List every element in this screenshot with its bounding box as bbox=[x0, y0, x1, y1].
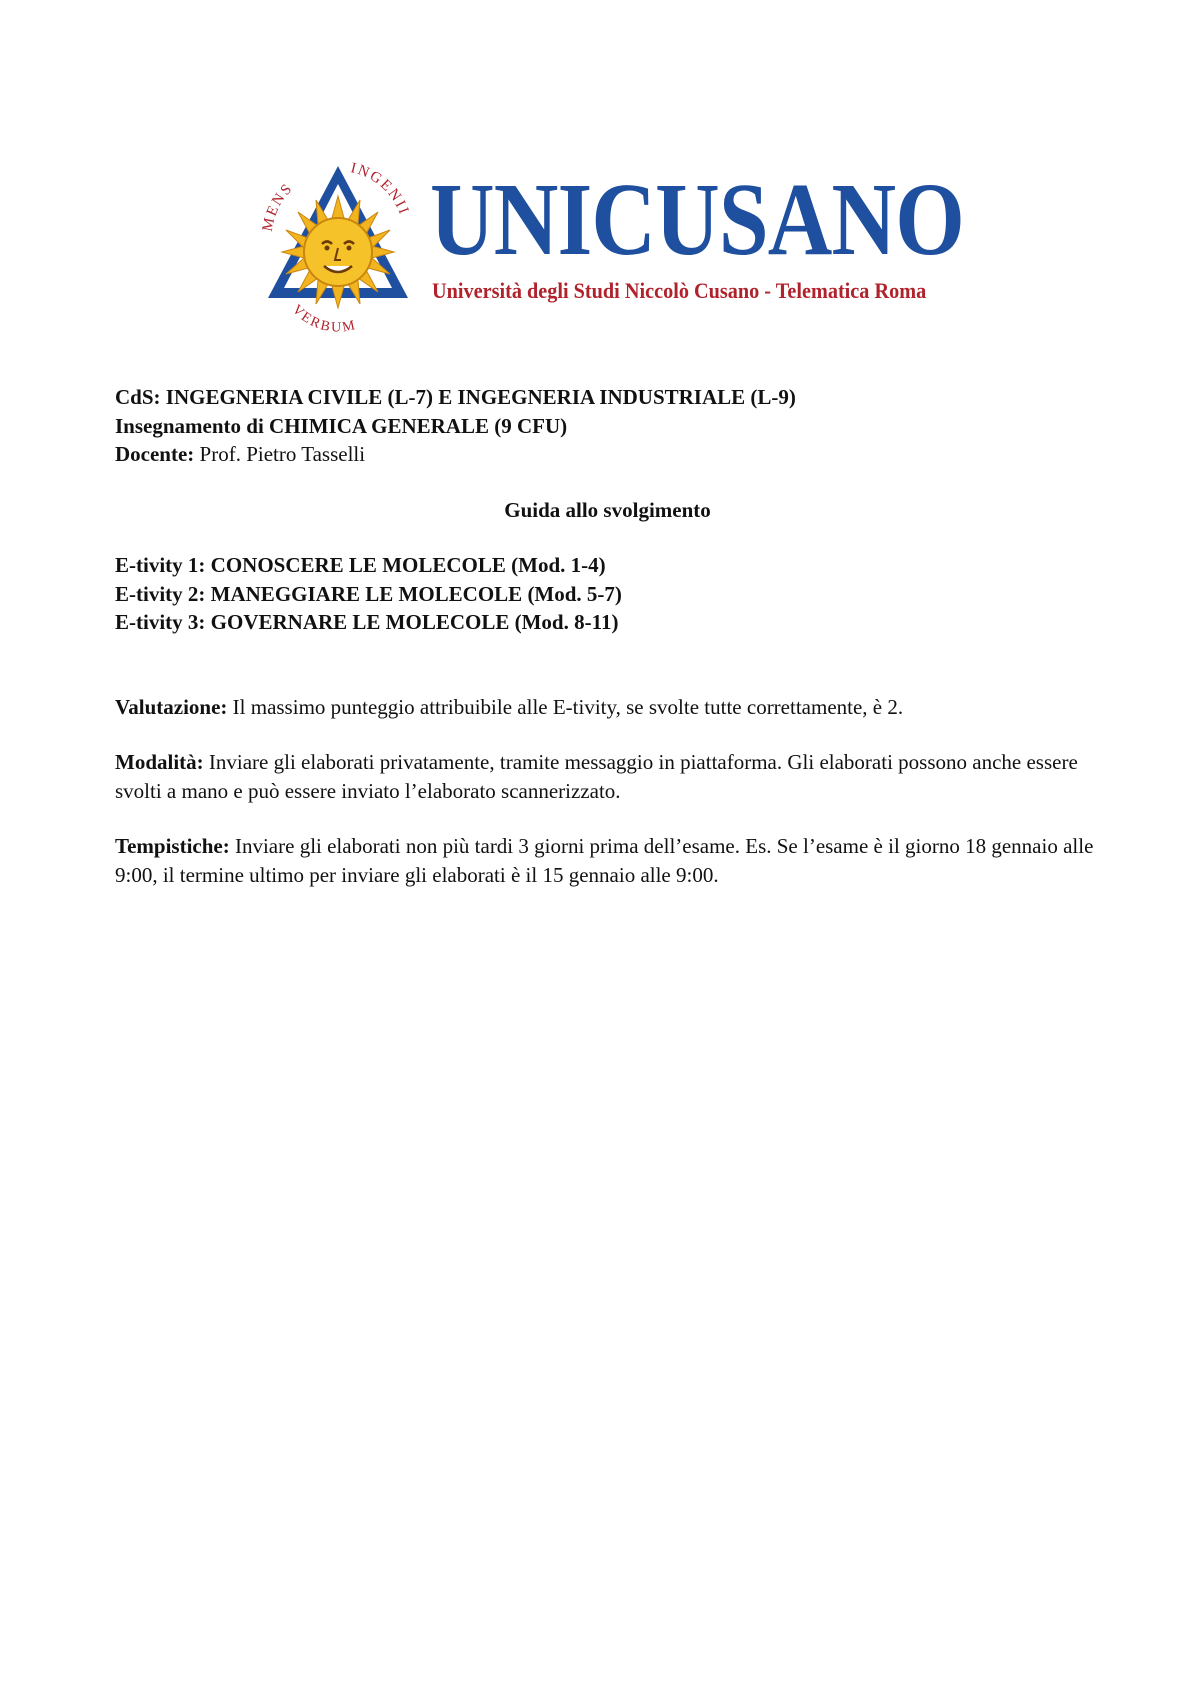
teacher-label: Docente: bbox=[115, 442, 195, 466]
cds-line bbox=[115, 383, 1100, 412]
cds-value: INGEGNERIA CIVILE (L-7) E INGEGNERIA INDUSTRIALE (L-9) bbox=[165, 385, 796, 409]
motto-bottom: VERBUM bbox=[288, 302, 359, 336]
etivity-3 bbox=[115, 608, 1100, 637]
logo-subtitle: Università degli Studi Niccolò Cusano - Telematica Roma bbox=[432, 278, 927, 303]
modalita-text: Inviare gli elaborati privatamente, tramite messaggio in piattaforma. Gli elaborati possono anche essere svolti a mano e può essere inviato l’elaborato scannerizzato. bbox=[115, 750, 1078, 803]
valutazione-text: Il massimo punteggio attribuibile alle E-tivity, se svolte tutte correttamente, è 2. bbox=[232, 694, 904, 719]
etivity-label: E-tivity 3: bbox=[115, 610, 206, 634]
sun-triangle-emblem-icon bbox=[258, 160, 418, 336]
guide-title: Guida allo svolgimento bbox=[504, 497, 711, 522]
tempistiche-text: Inviare gli elaborati non più tardi 3 giorni prima dell’esame. Es. Se l’esame è il giorno 18 gennaio alle 9:00, il termine ultimo per inviare gli elaborati è il 15 gennaio alle 9:00. bbox=[115, 834, 1094, 887]
etivity-text: GOVERNARE LE MOLECOLE (Mod. 8-11) bbox=[210, 610, 619, 634]
valutazione-paragraph bbox=[115, 693, 1100, 722]
logo-wordmark: UNICUSANO bbox=[430, 162, 964, 277]
modalita-paragraph bbox=[115, 748, 1100, 805]
valutazione-label: Valutazione: bbox=[115, 694, 228, 719]
etivity-text: MANEGGIARE LE MOLECOLE (Mod. 5-7) bbox=[210, 581, 622, 606]
motto-top-right: INGENII bbox=[349, 160, 413, 218]
etivity-label: E-tivity 1: bbox=[115, 553, 206, 577]
modalita-label: Modalità: bbox=[115, 750, 204, 774]
etivity-2 bbox=[115, 580, 1100, 609]
tempistiche-label: Tempistiche: bbox=[115, 834, 230, 858]
etivity-text: CONOSCERE LE MOLECOLE (Mod. 1-4) bbox=[210, 553, 606, 577]
svg-text:MENS bbox=[260, 180, 297, 233]
motto-top-left: MENS bbox=[259, 180, 297, 233]
cds-label: CdS: bbox=[115, 385, 161, 409]
etivity-label: E-tivity 2: bbox=[115, 581, 206, 606]
unicusano-logo bbox=[258, 160, 964, 340]
tempistiche-paragraph bbox=[115, 832, 1100, 889]
teacher-line bbox=[115, 440, 1100, 469]
teacher-value: Prof. Pietro Tasselli bbox=[199, 442, 366, 466]
svg-text:VERBUM bbox=[289, 302, 358, 335]
course-line: Insegnamento di CHIMICA GENERALE (9 CFU) bbox=[115, 413, 568, 438]
document-content bbox=[115, 383, 1100, 889]
etivity-1 bbox=[115, 551, 1100, 580]
